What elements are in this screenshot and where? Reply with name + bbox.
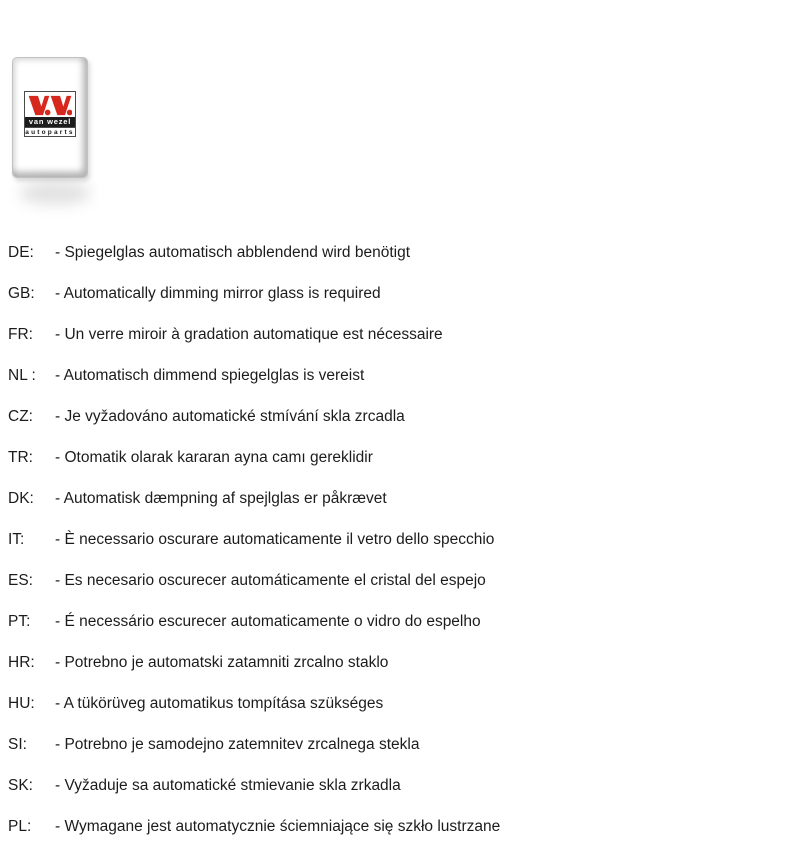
language-code: NL :	[8, 366, 36, 384]
language-code: CZ:	[8, 407, 33, 425]
language-code: SI:	[8, 735, 27, 753]
translation-text: - Potrebno je automatski zatamniti zrcalno staklo	[55, 653, 389, 671]
translation-text: - Spiegelglas automatisch abblendend wird benötigt	[55, 243, 411, 261]
language-code: HU:	[8, 694, 35, 712]
translation-row	[0, 642, 800, 683]
language-code: PT:	[8, 612, 31, 630]
language-code: SK:	[8, 776, 33, 794]
language-code: HR:	[8, 653, 35, 671]
language-code: ES:	[8, 571, 33, 589]
logo-brand-sub: autoparts	[25, 128, 75, 136]
translation-row	[0, 396, 800, 437]
translation-text: - Wymagane jest automatycznie ściemniające się szkło lustrzane	[55, 817, 501, 835]
language-code: DE:	[8, 243, 34, 261]
translation-text: - A tükörüveg automatikus tompítása szükséges	[55, 694, 384, 712]
translation-text: - Un verre miroir à gradation automatique est nécessaire	[55, 325, 443, 343]
translation-row	[0, 437, 800, 478]
translations-list	[0, 232, 800, 847]
translation-row	[0, 273, 800, 314]
translation-text: - Otomatik olarak kararan ayna camı gereklidir	[55, 448, 373, 466]
translation-row	[0, 519, 800, 560]
translation-text: - Automatisk dæmpning af spejlglas er påkrævet	[55, 489, 387, 507]
translation-row	[0, 601, 800, 642]
translation-row	[0, 232, 800, 273]
translation-row	[0, 478, 800, 519]
translation-row	[0, 355, 800, 396]
translation-text: - É necessário escurecer automaticamente o vidro do espelho	[55, 612, 481, 630]
translation-row	[0, 314, 800, 355]
translation-text: - Je vyžadováno automatické stmívání skla zrcadla	[55, 407, 405, 425]
translation-text: - Automatisch dimmend spiegelglas is vereist	[55, 366, 365, 384]
translation-row	[0, 806, 800, 847]
translation-row	[0, 560, 800, 601]
translation-row	[0, 683, 800, 724]
language-code: IT:	[8, 530, 25, 548]
translation-row	[0, 765, 800, 806]
translation-text: - Vyžaduje sa automatické stmievanie skla zrkadla	[55, 776, 401, 794]
translation-text: - Automatically dimming mirror glass is required	[55, 284, 381, 302]
vw-monogram-icon	[25, 92, 75, 117]
language-code: TR:	[8, 448, 33, 466]
translation-text: - Potrebno je samodejno zatemnitev zrcalnega stekla	[55, 735, 420, 753]
van-wezel-logo	[24, 91, 76, 137]
language-code: FR:	[8, 325, 33, 343]
translation-text: - È necessario oscurare automaticamente il vetro dello specchio	[55, 530, 495, 548]
language-code: PL:	[8, 817, 32, 835]
language-code: GB:	[8, 284, 35, 302]
language-code: DK:	[8, 489, 34, 507]
translation-text: - Es necesario oscurecer automáticamente el cristal del espejo	[55, 571, 486, 589]
logo-brand-name: van wezel	[25, 117, 75, 127]
translation-row	[0, 724, 800, 765]
van-wezel-logo-card	[12, 57, 88, 178]
